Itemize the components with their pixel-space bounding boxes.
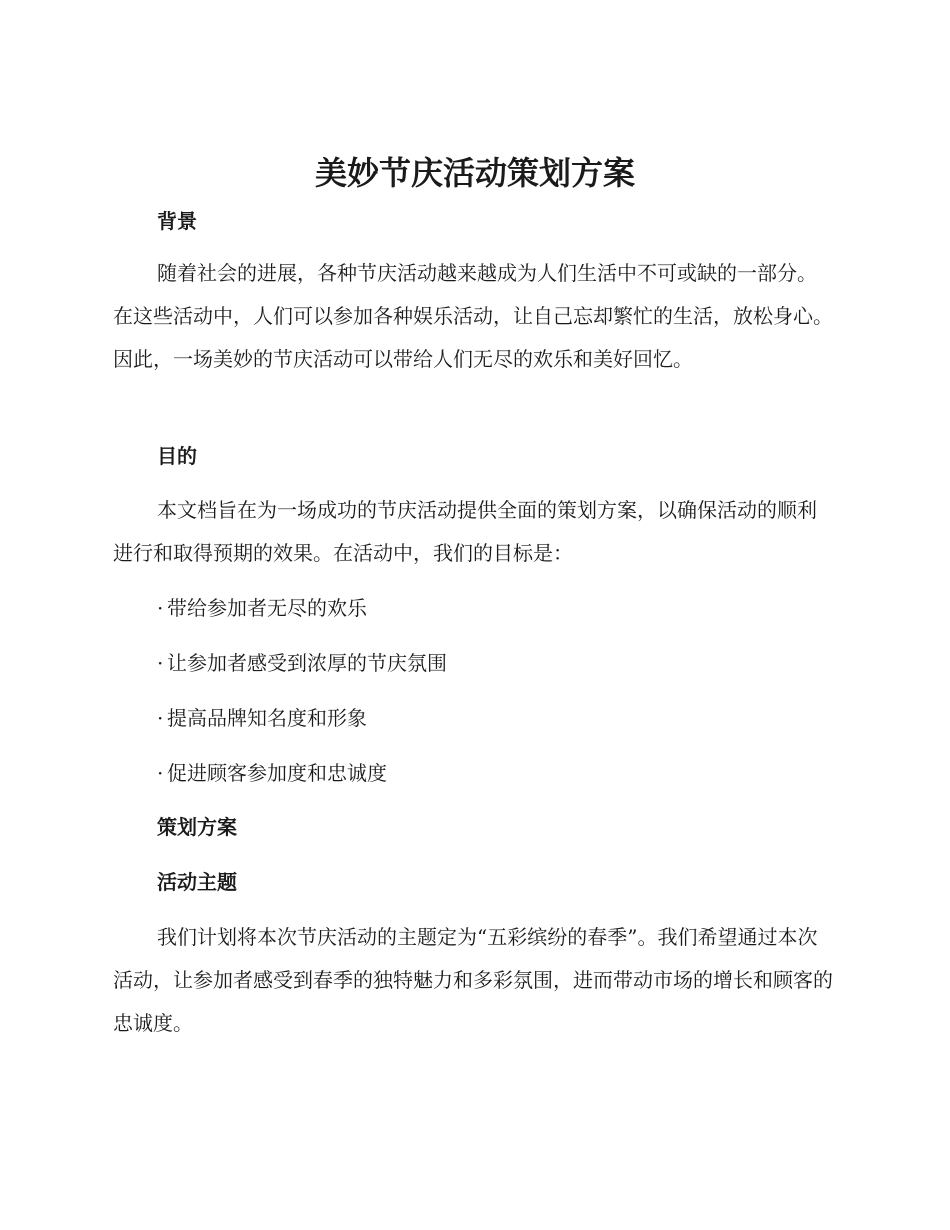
section-heading-background: 背景 (157, 209, 197, 233)
goal-list-item (157, 593, 367, 623)
section-heading-purpose: 目的 (157, 444, 197, 468)
goal-text: 促进顾客参加度和忠诚度 (167, 761, 387, 785)
goal-list-item (157, 758, 387, 788)
goal-text: 带给参加者无尽的欢乐 (167, 596, 367, 620)
goal-list-item (157, 703, 367, 733)
goal-text: 提高品牌知名度和形象 (167, 706, 367, 730)
theme-paragraph: 我们计划将本次节庆活动的主题定为“五彩缤纷的春季”。我们希望通过本次活动，让参加者感受到春季的独特魅力和多彩氛围，进而带动市场的增长和顾客的忠诚度。 (113, 925, 833, 1035)
background-paragraph: 随着社会的进展，各种节庆活动越来越成为人们生活中不可或缺的一部分。在这些活动中，人们可以参加各种娱乐活动，让自己忘却繁忙的生活，放松身心。因此，一场美妙的节庆活动可以带给人们无尽的欢乐和美好回忆。 (113, 261, 833, 371)
document-title: 美妙节庆活动策划方案 (314, 154, 635, 192)
section-heading-plan: 策划方案 (157, 815, 237, 839)
goal-list-item (157, 648, 447, 678)
bullet-marker: · (157, 706, 164, 730)
goal-text: 让参加者感受到浓厚的节庆氛围 (167, 651, 447, 675)
bullet-marker: · (157, 596, 164, 620)
purpose-paragraph: 本文档旨在为一场成功的节庆活动提供全面的策划方案，以确保活动的顺利进行和取得预期的效果。在活动中，我们的目标是： (113, 498, 817, 565)
bullet-marker: · (157, 651, 164, 675)
bullet-marker: · (157, 761, 164, 785)
section-heading-theme: 活动主题 (157, 870, 237, 894)
